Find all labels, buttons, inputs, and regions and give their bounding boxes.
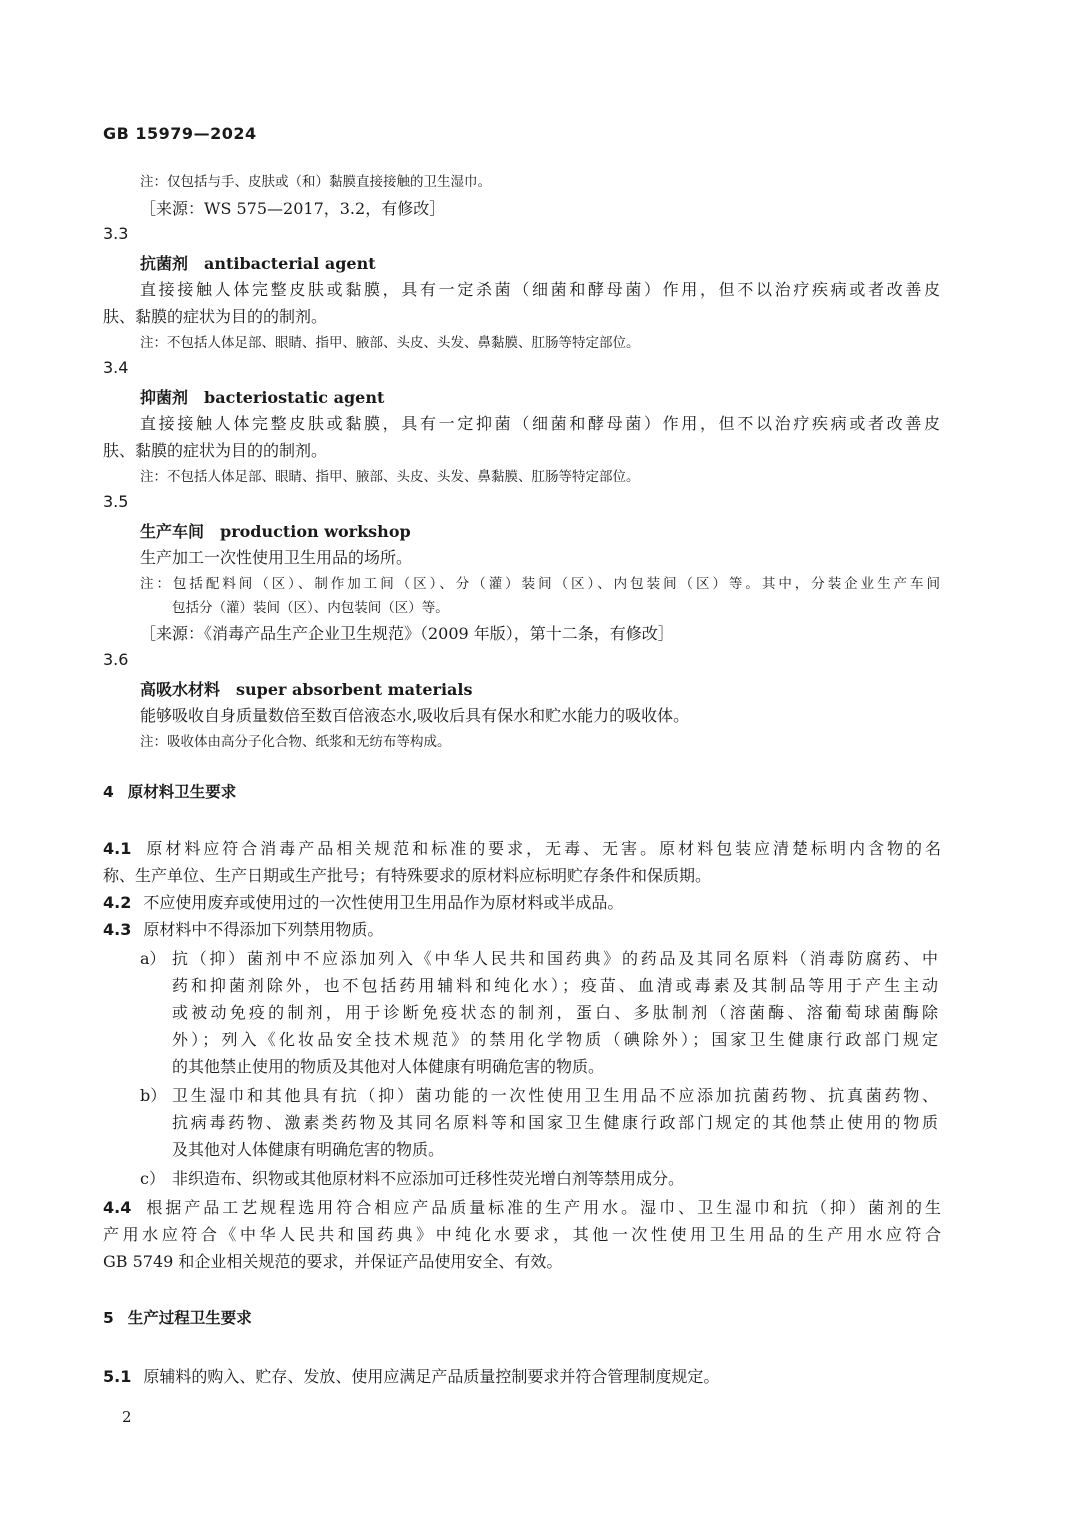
list-item-line: 非织造布、织物或其他原材料不应添加可迁移性荧光增白剂等禁用成分。 [172,1169,685,1188]
term-note: 注：吸收体由高分子化合物、纸浆和无纺布等构成。 [140,734,451,750]
term-zh: 抑菌剂 [140,388,189,407]
definition-line: 肤、黏膜的症状为目的的制剂。 [103,441,328,460]
source-citation: ［来源：《消毒产品生产企业卫生规范》（2009 年版），第十二条，有修改］ [140,624,674,643]
term-definition [140,411,940,434]
clause-line: 称、生产单位、生产日期或生产批号；有特殊要求的原材料应标明贮存条件和保质期。 [103,866,712,885]
term-note [140,572,940,592]
clause-text: 原材料应符合消毒产品相关规范和标准的要求，无毒、无害。原材料包装应清楚标明内含物的名 [143,839,941,858]
source-citation: ［来源：WS 575—2017，3.2，有修改］ [140,199,446,218]
section-heading [103,1306,252,1328]
term-number: 3.3 [103,224,129,243]
term-heading [140,519,411,542]
clause-4-2 [103,890,623,913]
term-heading [140,385,384,408]
term-note: 注：不包括人体足部、眼睛、指甲、腋部、头皮、头发、鼻黏膜、肛肠等特定部位。 [140,335,640,351]
term-definition [140,277,940,300]
note-wet-wipes: 注：仅包括与手、皮肤或（和）黏膜直接接触的卫生湿巾。 [140,174,491,190]
clause-number: 4.4 [103,1198,132,1217]
definition-line: 直接接触人体完整皮肤或黏膜，具有一定杀菌（细菌和酵母菌）作用，但不以治疗疾病或者改善皮 [140,280,940,299]
list-marker: b） [140,1086,167,1105]
page-number: 2 [122,1408,132,1426]
document-id-header: GB 15979—2024 [103,124,257,143]
clause-4-4 [103,1195,941,1218]
definition-line: 肤、黏膜的症状为目的的制剂。 [103,307,328,326]
section-heading [103,780,236,802]
term-en: antibacterial agent [204,254,376,273]
clause-text: 原辅料的购入、贮存、发放、使用应满足产品质量控制要求并符合管理制度规定。 [143,1367,720,1386]
clause-line: GB 5749 和企业相关规范的要求，并保证产品使用安全、有效。 [103,1252,563,1271]
note-line: 注：包括配料间（区）、制作加工间（区）、分（灌）装间（区）、内包装间（区）等。其中，分装企业生产车间 [140,576,940,592]
list-item-line: 及其他对人体健康有明确危害的物质。 [172,1140,445,1159]
list-item-line: 外）；列入《化妆品安全技术规范》的禁用化学物质（碘除外）；国家卫生健康行政部门规定 [172,1030,938,1049]
list-item-line: 抗病毒药物、激素类药物及其同名原料等和国家卫生健康行政部门规定的其他禁止使用的物质 [172,1113,938,1132]
term-heading [140,251,376,274]
section-title: 生产过程卫生要求 [127,1309,252,1327]
clause-line: 产用水应符合《中华人民共和国药典》中纯化水要求，其他一次性使用卫生用品的生产用水应符合 [103,1225,941,1244]
clause-text: 原材料中不得添加下列禁用物质。 [143,920,384,939]
term-en: bacteriostatic agent [204,388,385,407]
term-definition: 生产加工一次性使用卫生用品的场所。 [140,548,413,567]
clause-5-1 [103,1364,719,1387]
clause-number: 4.2 [103,893,132,912]
term-zh: 生产车间 [140,522,205,541]
term-heading [140,677,472,700]
clause-line [103,836,941,859]
section-number: 4 [103,783,114,801]
clause-number: 5.1 [103,1367,132,1386]
section-number: 5 [103,1309,114,1327]
clause-number: 4.1 [103,839,132,858]
section-title: 原材料卫生要求 [127,783,237,801]
term-zh: 抗菌剂 [140,254,189,273]
clause-text: 不应使用废弃或使用过的一次性使用卫生用品作为原材料或半成品。 [143,893,624,912]
term-number: 3.6 [103,650,129,669]
term-en: super absorbent materials [236,680,473,699]
clause-line [103,1195,941,1218]
term-number: 3.5 [103,492,129,511]
clause-4-3 [103,917,383,940]
list-item-line: 药和抑菌剂除外，也不包括药用辅料和纯化水）；疫苗、血清或毒素及其制品等用于产生主动 [172,976,938,995]
clause-4-1 [103,836,941,859]
term-en: production workshop [220,522,411,541]
definition-line: 直接接触人体完整皮肤或黏膜，具有一定抑菌（细菌和酵母菌）作用，但不以治疗疾病或者改善皮 [140,414,940,433]
clause-number: 4.3 [103,920,132,939]
note-line: 包括分（灌）装间（区）、内包装间（区）等。 [172,600,449,616]
term-zh: 高吸水材料 [140,680,221,699]
list-item-line: 的其他禁止使用的物质及其他对人体健康有明确危害的物质。 [172,1057,605,1076]
term-number: 3.4 [103,358,129,377]
term-definition: 能够吸收自身质量数倍至数百倍液态水,吸收后具有保水和贮水能力的吸收体。 [140,706,690,725]
list-item-line: 卫生湿巾和其他具有抗（抑）菌功能的一次性使用卫生用品不应添加抗菌药物、抗真菌药物、 [172,1086,938,1105]
clause-text: 根据产品工艺规程选用符合相应产品质量标准的生产用水。湿巾、卫生湿巾和抗（抑）菌剂的生 [143,1198,941,1217]
list-item-line: 抗（抑）菌剂中不应添加列入《中华人民共和国药典》的药品及其同名原料（消毒防腐药、中 [172,949,938,968]
list-item-line: 或被动免疫的制剂，用于诊断免疫状态的制剂，蛋白、多肽制剂（溶菌酶、溶葡萄球菌酶除 [172,1003,938,1022]
list-marker: c） [140,1169,165,1188]
term-note: 注：不包括人体足部、眼睛、指甲、腋部、头皮、头发、鼻黏膜、肛肠等特定部位。 [140,469,640,485]
list-marker: a） [140,949,166,968]
